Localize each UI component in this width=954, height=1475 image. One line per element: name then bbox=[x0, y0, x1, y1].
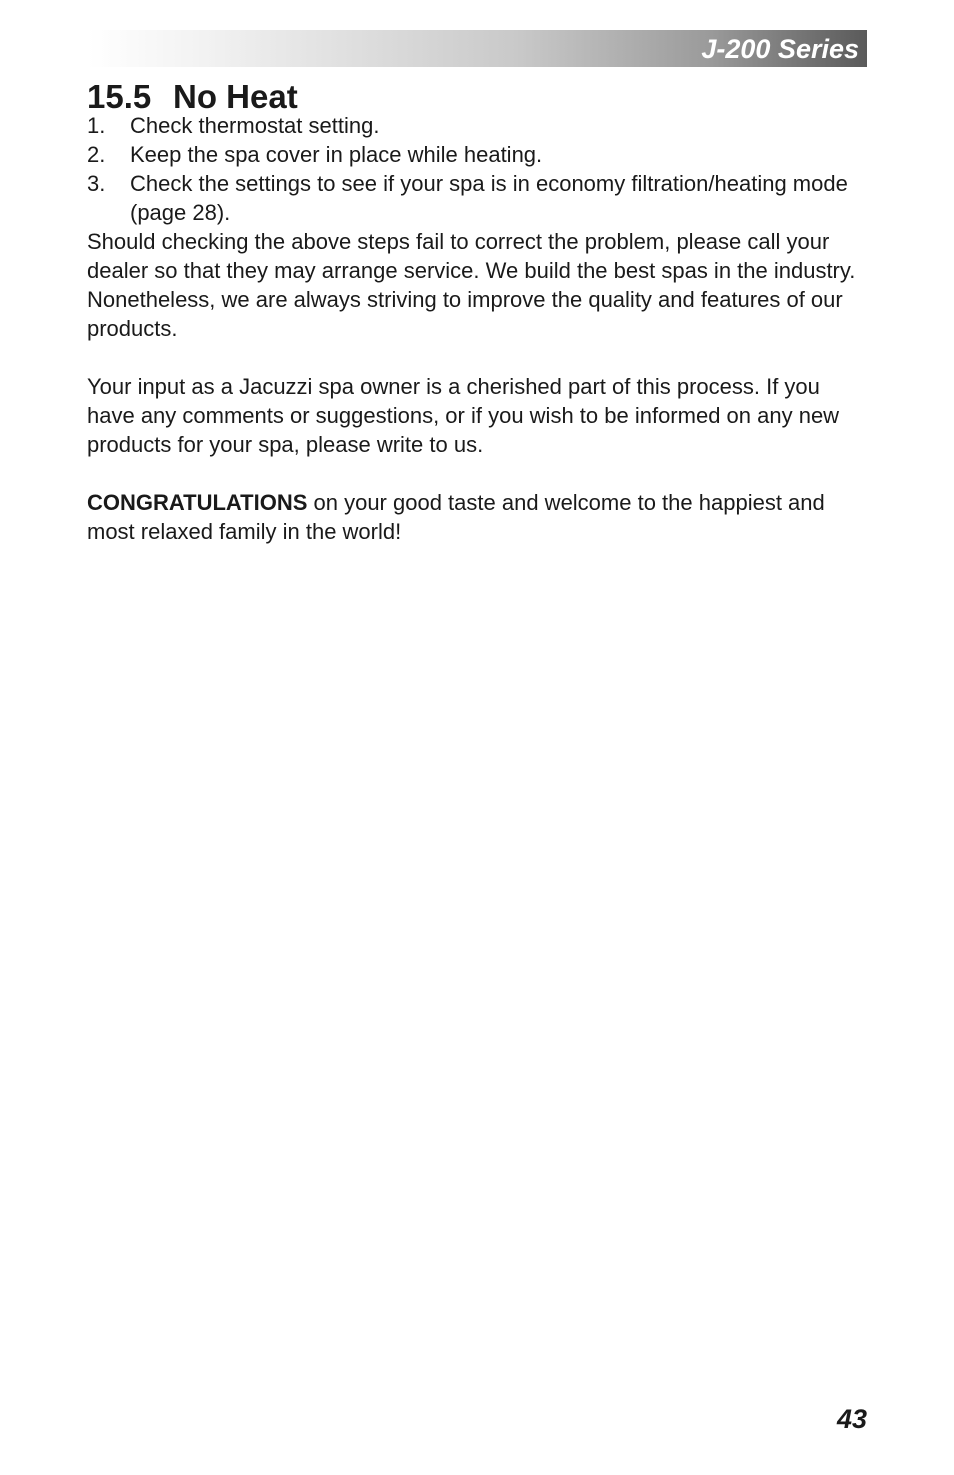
section-heading bbox=[87, 78, 867, 115]
congratulations-paragraph bbox=[87, 488, 867, 546]
section-number: 15.5 bbox=[87, 78, 152, 115]
step-text: Keep the spa cover in place while heating. bbox=[130, 142, 543, 167]
congratulations-emphasis: CONGRATULATIONS bbox=[87, 490, 308, 515]
steps-list bbox=[87, 111, 867, 227]
paragraph-spacer bbox=[87, 459, 867, 488]
step-text: Check the settings to see if your spa is in economy filtration/heating mode (page 28). bbox=[130, 171, 848, 225]
step-number: 2. bbox=[87, 142, 106, 167]
service-paragraph: Should checking the above steps fail to correct the problem, please call your dealer so that they may arrange service. We build the best spas in the industry. Nonetheless, we are always striving to improve the quality and features of our products. bbox=[87, 229, 856, 341]
header-bar bbox=[88, 30, 867, 67]
page-number: 43 bbox=[836, 1404, 867, 1434]
list-item bbox=[87, 169, 867, 227]
step-number: 3. bbox=[87, 171, 106, 196]
section-title: No Heat bbox=[173, 78, 298, 115]
series-title: J-200 Series bbox=[701, 34, 859, 64]
congratulations-text: on your good taste and welcome to the happiest and most relaxed family in the world! bbox=[87, 490, 825, 544]
input-paragraph: Your input as a Jacuzzi spa owner is a cherished part of this process. If you have any comments or suggestions, or if you wish to be informed on any new products for your spa, please write to us. bbox=[87, 374, 840, 457]
page-content bbox=[87, 78, 867, 546]
step-text: Check thermostat setting. bbox=[130, 113, 380, 138]
step-number: 1. bbox=[87, 113, 106, 138]
list-item bbox=[87, 140, 867, 169]
list-item bbox=[87, 111, 867, 140]
paragraph-spacer bbox=[87, 343, 867, 372]
